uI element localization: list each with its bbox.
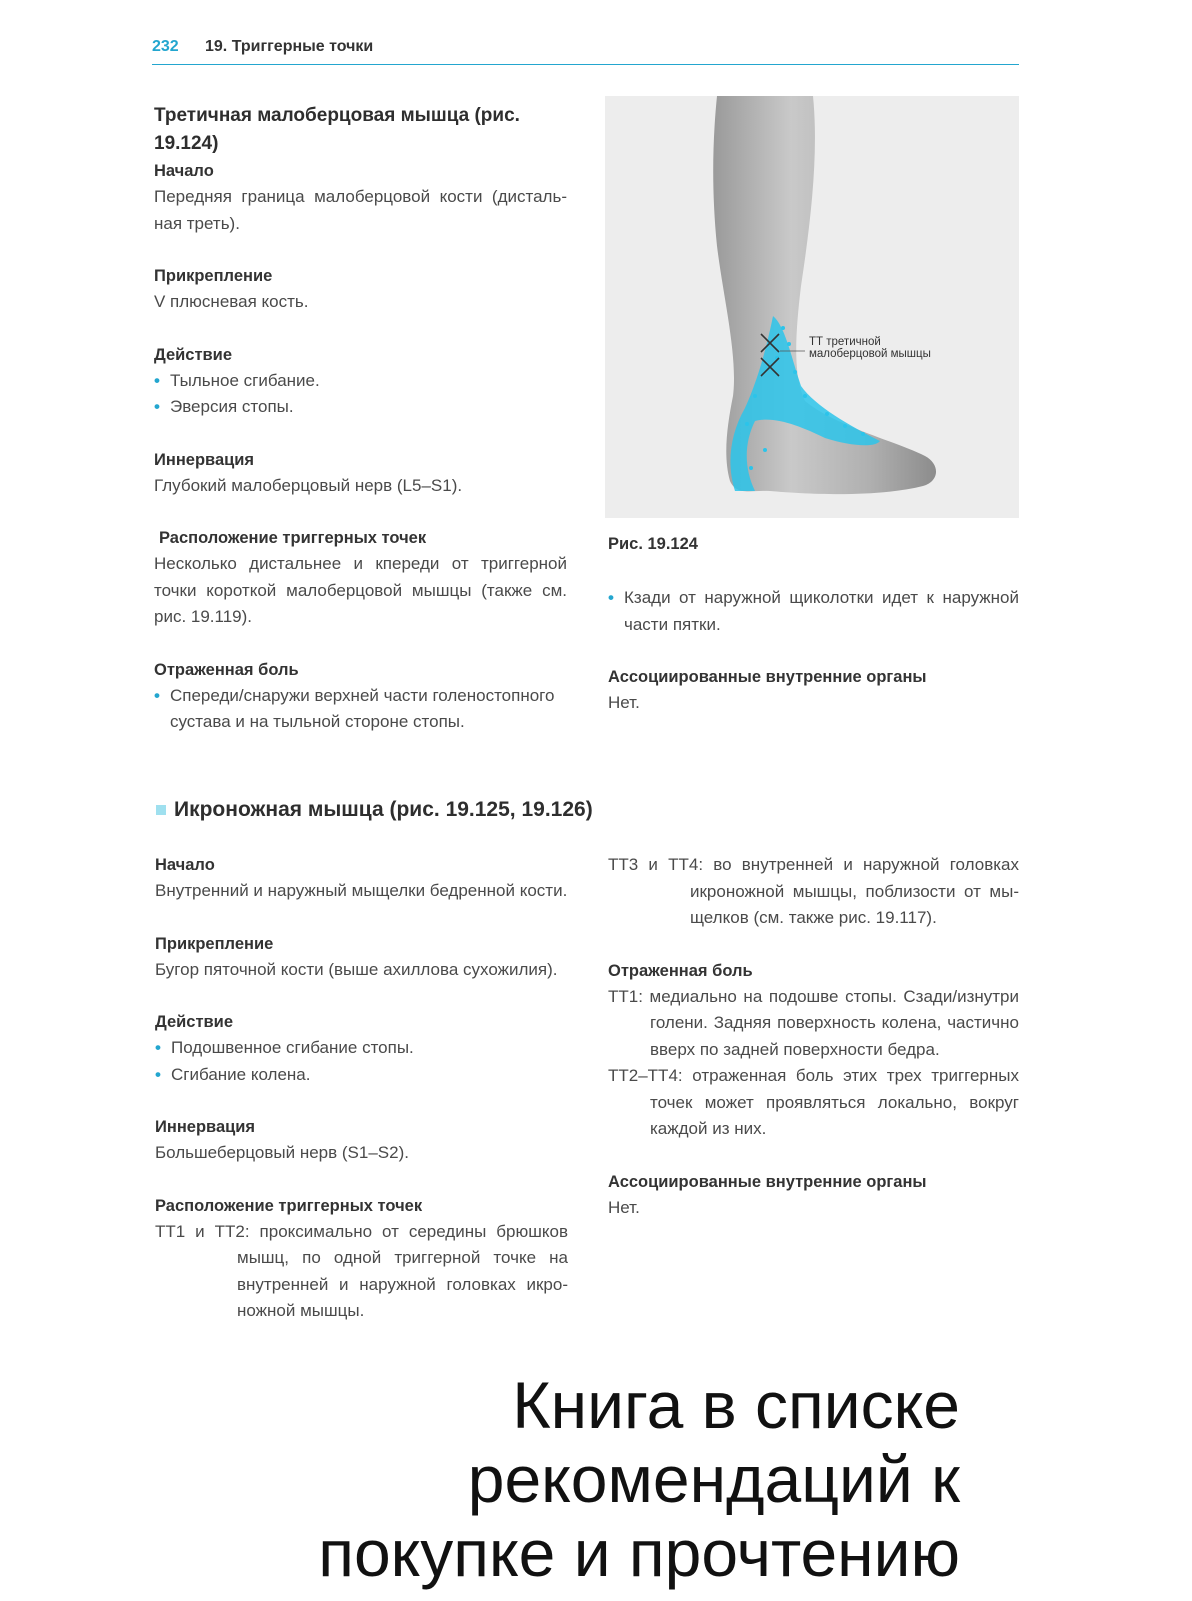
figure-label-line: малоберцовой мышцы xyxy=(809,348,931,360)
origin-text: Внутренний и наружный мыщелки бедренной кости. xyxy=(155,881,568,900)
organs-text: Нет. xyxy=(608,1197,640,1217)
tp-location-text: ТТ3 и ТТ4: во внутренней и наружной головках икроножной мышцы, поблизости от мы-щелков (см. также рис. 19.117). xyxy=(608,855,1019,927)
tp-location-text: Несколько дистальнее и кпереди от триггерной точки короткой малоберцовой мышцы (также см. рис. 19.119). xyxy=(154,554,567,626)
innervation-heading: Иннервация xyxy=(155,1118,256,1136)
figure-caption: Рис. 19.124 xyxy=(608,535,698,553)
section2-right-column xyxy=(608,852,1019,1221)
insertion-text: Бугор пяточной кости (выше ахиллова сухожилия). xyxy=(155,959,558,979)
organs-heading: Ассоциированные внутренние органы xyxy=(608,668,927,686)
action-item: • Тыльное сгибание. xyxy=(154,368,567,395)
referred-pain-item: • Кзади от наружной щиколотки идет к наружной части пятки. xyxy=(608,585,1019,638)
referred-pain-heading: Отраженная боль xyxy=(154,660,299,679)
overlay-caption xyxy=(300,1368,960,1590)
referred-pain-item: • Спереди/снаружи верхней части голеностопного сустава и на тыльной стороне стопы. xyxy=(154,683,567,736)
section2-title xyxy=(156,798,593,822)
action-item: • Сгибание колена. xyxy=(155,1062,568,1089)
figure-label xyxy=(809,336,931,360)
overlay-line: покупке и прочтению xyxy=(318,1516,960,1590)
action-item: • Эверсия стопы. xyxy=(154,394,567,421)
overlay-line: Книга в списке xyxy=(512,1368,960,1442)
referred-pain-heading: Отраженная боль xyxy=(608,961,753,980)
section2-left-column xyxy=(155,852,568,1325)
overlay-line: рекомендаций к xyxy=(467,1442,960,1516)
tp-location-heading: Расположение триггерных точек xyxy=(159,529,427,547)
insertion-heading: Прикрепление xyxy=(155,934,274,953)
section2-title-text: Икроножная мышца (рис. 19.125, 19.126) xyxy=(174,798,593,821)
action-heading: Действие xyxy=(154,345,232,364)
referred-pain-text: ТТ2–ТТ4: отраженная боль этих трех триггерных точек может проявляться локально, вокруг каждой из них. xyxy=(608,1066,1019,1138)
innervation-text: Большеберцовый нерв (S1–S2). xyxy=(155,1143,409,1162)
leg-figure xyxy=(605,96,1019,518)
origin-text: Передняя граница малоберцовой кости (дисталь-ная треть). xyxy=(154,187,567,233)
organs-heading: Ассоциированные внутренние органы xyxy=(608,1172,927,1191)
innervation-text: Глубокий малоберцовый нерв (L5–S1). xyxy=(154,475,463,495)
section1-right-column xyxy=(608,585,1019,717)
section1-title: Третичная малоберцовая мышца (рис. 19.124) xyxy=(154,105,520,154)
section1-left-column xyxy=(154,102,567,736)
tp-location-heading: Расположение триггерных точек xyxy=(155,1196,423,1215)
tp-location-text: ТТ1 и ТТ2: проксимально от середины брюшков мышц, по одной триггерной точке на внутренней и наружной головках икро-ножной мышцы. xyxy=(155,1221,568,1320)
header-rule xyxy=(152,64,1019,65)
action-item: • Подошвенное сгибание стопы. xyxy=(155,1035,568,1062)
section-marker xyxy=(156,805,166,815)
organs-text: Нет. xyxy=(608,693,640,712)
referred-pain-text: ТТ1: медиально на подошве стопы. Сзади/изнутри голени. Задняя поверхность колена, частично вверх по задней поверхности бедра. xyxy=(608,986,1019,1059)
insertion-text: V плюсневая кость. xyxy=(154,292,309,311)
origin-heading: Начало xyxy=(154,162,214,180)
action-heading: Действие xyxy=(155,1013,233,1031)
figure-label-line: ТТ третичной xyxy=(809,336,881,348)
chapter-title: 19. Триггерные точки xyxy=(205,38,374,55)
insertion-heading: Прикрепление xyxy=(154,267,273,285)
origin-heading: Начало xyxy=(155,856,215,874)
page-number: 232 xyxy=(152,38,179,55)
leg-illustration xyxy=(605,96,1019,518)
innervation-heading: Иннервация xyxy=(154,450,255,469)
